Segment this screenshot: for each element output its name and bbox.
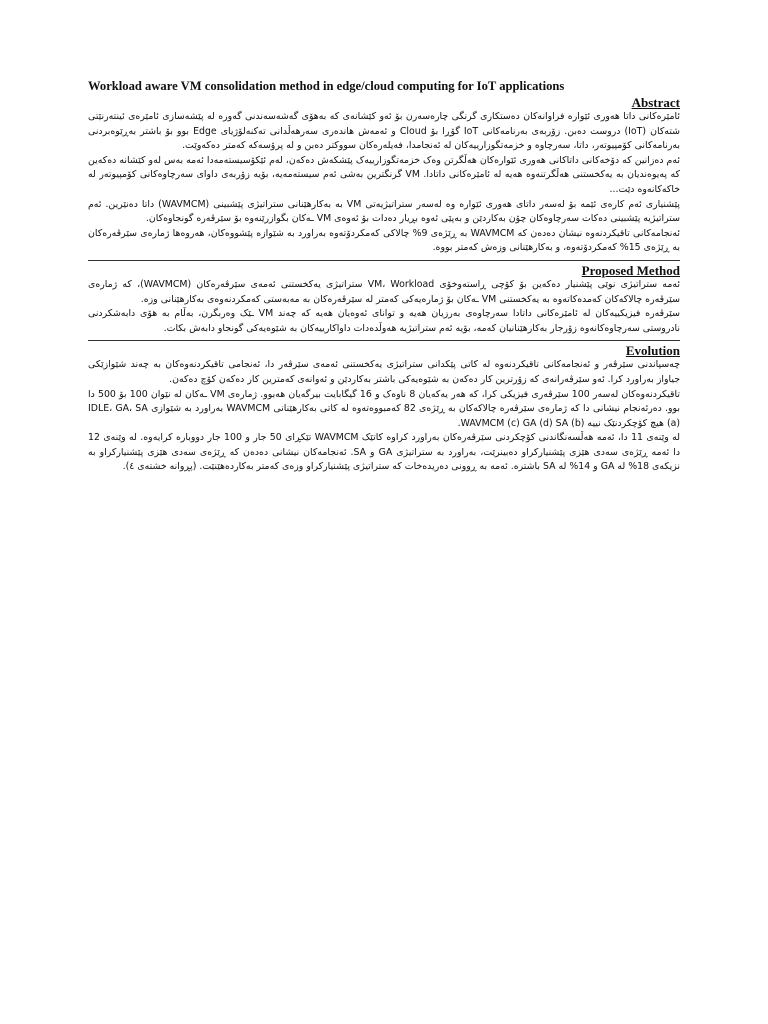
- evolution-paragraph-2: تاقیکردنەوەکان لەسەر 100 سێرڤەری فیزیکی کرا، کە هەر یەکەیان 8 ناوەک و 16 گیگابایت بیرگەیان هەبوو. ژمارەی VM ـەکان لە نێوان 100 بۆ 500 دا بوو. دەرئەنجام نیشانی دا کە ژمارەی سێرڤەرە چالاکەکان بە ڕێژەی 82 کەمبووەتەوە لە کاتی بەکارهێنانی WAVMCM بەراورد بە شێوازی IDLE، GA، SA (a) هیچ کۆچکردنێک نییە (b) WAVMCM (c) GA (d) SA.: [88, 388, 680, 429]
- evolution-paragraph-3: لە وێنەی 11 دا، ئەمە هەڵسەنگاندنی کۆچکردنی سێرڤەرەکان بەراورد کراوە کاتێک WAVMCM تێکڕای 50 جار و 100 جار دووبارە کرایەوە. لە وێنەی 12 دا ئەمە ڕێژەی سەدی هێزی پێشنیارکراو دەبینرێت، بەراورد بە ستراتیژی GA و SA. ئەنجامەکان نیشانی دەدەن کە ڕێژەی سەدی هێزی پێشنیارکراو بە نزیکەی 18% لە GA و 14% لە SA باشترە. ئەمە بە ڕوونی دەریدەخات کە ستراتیژی پێشنیارکراو وزەی کەمتر بەکاردەهێنێت. (پڕوانە خشتەی ٤).: [88, 432, 680, 473]
- evolution-paragraph-1: چەسپاندنی سێرڤەر و ئەنجامەکانی تاقیکردنەوە لە کاتی پێکدانی ستراتیژی یەکخستنی ئەمەی سێرڤەر دا، ئەنجامی تاقیکردنەوەکان بە چەند شێوازێکی جیاواز بەراورد کرا. ئەو سێرڤەرانەی کە زۆرترین کار دەکەن بە شێوەیەکی باشتر بەکاردێن و ئەوانەی کەمترین کار دەکەن کۆچ دەکەن.: [88, 359, 680, 385]
- proposed-paragraph-2: سێرڤەرە فیزیکییەکان لە ئامێرەکانی داتادا سەرچاوەی بەرزیان هەیە و توانای ئەوەیان هەیە کە چەند VM ـێک وەربگرن، بەڵام بە هۆی دابەشکردنی نادروستی سەرچاوەکانەوە زۆرجار بەکارهێنانیان کەمە، بۆیە ئەم ستراتیژیە هەوڵدەدات داواکارییەکان بە شێوەیەکی گونجاو دابەش بکات.: [88, 308, 680, 334]
- section-divider: [88, 260, 680, 261]
- abstract-paragraph-3: پێشنیاری ئەم کارەی ئێمە بۆ لەسەر داتای هەوری ئێوارە وە لەسەر ستراتیژیەتی VM بە بەکارهێنانی ستراتیژی پێشبینی (WAVMCM) داتا دەنێرین. ئەم ستراتیژیە پێشبینی دەکات سەرچاوەکان چۆن بەکاردێن و بەپێی ئەوە بڕیار دەدات بۆ ئەوەی VM ـەکان بگوازرێنەوە بۆ سێرڤەرە گونجاوەکان.: [88, 198, 680, 225]
- evolution-heading: Evolution: [625, 343, 680, 359]
- proposed-method-heading: Proposed Method: [581, 262, 680, 278]
- abstract-paragraph-2: ئەم دەزانین کە دۆخەکانی داتاکانی هەوری ئێوارەکان هەڵگرتن وەک خزمەتگوزارییەک پێشکەش دەکەن، لەم ئێکۆسیستەمەدا ئەمە بەس لەو کێشانە دەکەین کە پەیوەندیان بە یەکخستنی هەڵگرتنەوە هەیە لە ئامێرەکانی داتادا. VM گرنگترین بەشی ئەم سیستەمەیە، بۆیە زۆربەی داوای سەرچاوەکانی کۆمپیوتەر لە خاکەکانەوە دێت...: [88, 154, 681, 195]
- proposed-paragraph-1: ئەمە ستراتیژی نوێی پێشنیار دەکەین بۆ کۆچی ڕاستەوخۆی VM، Workload ستراتیژی یەکخستنی ئەمەی سێرڤەرەکان (WAVMCM)، کە ژمارەی سێرڤەرە چالاکەکان کەمدەکاتەوە بە یەکخستنی VM ـەکان بۆ ژمارەیەکی کەمتر لە سێرڤەرەکان بە مەبەستی کەمکردنەوەی بەکارهێنانی وزە.: [88, 278, 680, 305]
- paper-title: Workload aware VM consolidation method in edge/cloud computing for IoT applications: [88, 79, 565, 93]
- paper-page: [88, 78, 680, 475]
- abstract-section: [88, 96, 680, 256]
- abstract-paragraph-1: ئامێرەکانی داتا هەوری ئێوارە فراوانەکان دەستکاری گرنگی چارەسەرن بۆ ئەو کێشانەی کە بەهۆی گەشەسەندنی گەورە لە پێشەسازی ئامێرەی ئینتەرنێتی شتەکان (IoT) دروست دەبن. زۆربەی بەرنامەکانی IoT گۆڕا بۆ Cloud و ئەمەش هاندەری سەرهەڵدانی تەکنەلۆژیای Edge بوو بۆ باشتر بەڕێوەبردنی بەرنامەکانی کۆمپیوتەر، داتا، سەرچاوە و خزمەتگوزارییەکان لە ئەنجامدا، فەیلەرەکان سووکتر دەبن و لە پرۆسەکە کەمتر دەکەوێت.: [88, 111, 681, 152]
- section-divider: [88, 340, 680, 341]
- proposed-method-section: [88, 264, 680, 336]
- evolution-section: [88, 344, 680, 475]
- abstract-paragraph-4: ئەنجامەکانی تاقیکردنەوە نیشان دەدەن کە WAVMCM بە ڕێژەی 9% چالاکی کەمکردۆتەوە بەراورد بە شێوازە پێشووەکان، هەروەها ژمارەی سێرڤەرەکان بە ڕێژەی 15% کەمکردۆتەوە، و بەکارهێنانی وزەش کەمتر بووە.: [88, 227, 680, 254]
- abstract-heading: Abstract: [631, 95, 680, 110]
